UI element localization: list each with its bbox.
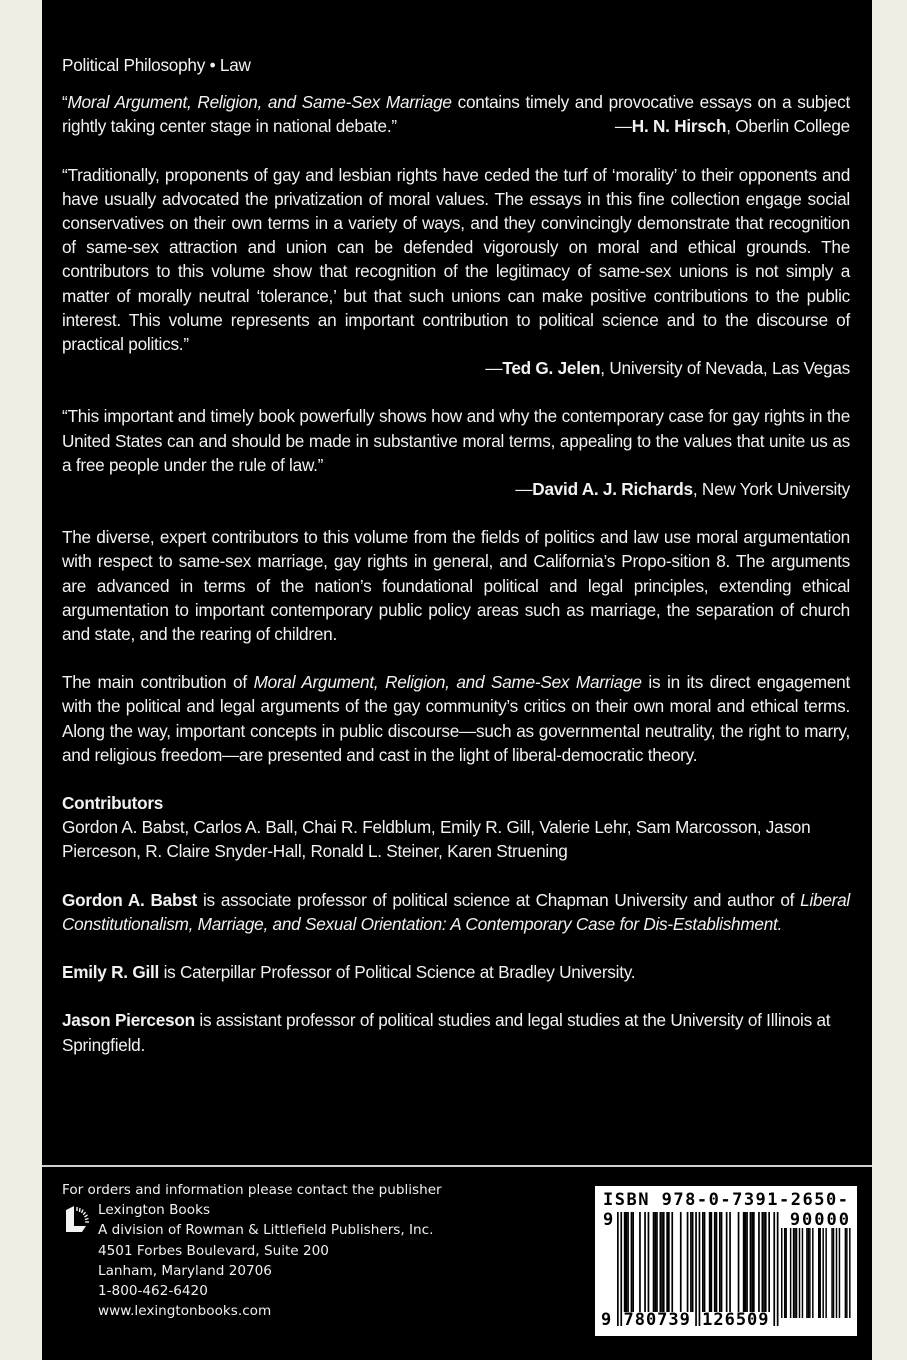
website-link[interactable]: www.lexingtonbooks.com xyxy=(98,1303,272,1320)
addon-bar xyxy=(796,1228,797,1318)
addon-bar xyxy=(845,1228,846,1318)
book-title: Moral Argument, Religion, and Same-Sex Marriage xyxy=(253,672,642,693)
addon-bar xyxy=(833,1228,834,1318)
addon-bar xyxy=(784,1228,785,1318)
addon-bar xyxy=(831,1228,832,1318)
blurb-hirsch: “Moral Argument, Religion, and Same-Sex Marriage contains timely and provocative essays on a subject rightly taking center stage in national debate.” —H. N. Hirsch, Oberlin College xyxy=(62,90,850,138)
blurb-richards xyxy=(62,404,850,501)
price-addon: 90000 xyxy=(789,1210,851,1230)
publisher-name: Lexington Books xyxy=(98,1202,211,1219)
bio-babst: Gordon A. Babst is associate professor of political science at Chapman University and author of Liberal Constitutionalism, Marriage, and Sexual Orientation: A Contemporary Case for Dis-Establishment. xyxy=(62,889,851,934)
blurb-attribution: —Ted G. Jelen, University of Nevada, Las Vegas xyxy=(485,358,850,379)
cover-text xyxy=(62,53,850,1081)
ean-digits: 9 780739 126509 xyxy=(601,1310,770,1330)
back-cover xyxy=(42,0,872,1360)
blurb-text: “This important and timely book powerfully shows how and why the contemporary case for gay rights in the United States can and should be made in substantive moral terms, appealing to the values that unite us as a free people under the rule of law.” xyxy=(62,406,850,475)
address-line-2: Lanham, Maryland 20706 xyxy=(98,1262,272,1279)
divider xyxy=(42,1165,872,1167)
blurb-author: Ted G. Jelen xyxy=(502,358,601,379)
blurb-author: David A. J. Richards xyxy=(532,479,693,500)
addon-bar xyxy=(794,1228,795,1318)
addon-bar xyxy=(808,1228,809,1318)
addon-bar xyxy=(825,1228,826,1318)
description-2: The main contribution of Moral Argument, Religion, and Same-Sex Marriage is in its direct engagement with the political and legal arguments of the gay community’s critics on their own moral and ethical terms. Along the way, important concepts in public discourse—such as governmental neutrality, the right to marry, and religious freedom—are presented and cast in the light of liberal-democratic theory. xyxy=(62,672,850,765)
bio-gill: Emily R. Gill is Caterpillar Professor of Political Science at Bradley University. xyxy=(62,962,636,983)
addon-bar xyxy=(839,1228,840,1318)
address-line-1: 4501 Forbes Boulevard, Suite 200 xyxy=(98,1242,329,1259)
isbn-barcode xyxy=(595,1186,857,1336)
contributors-heading: Contributors xyxy=(62,793,164,814)
contributors-list: Gordon A. Babst, Carlos A. Ball, Chai R. Feldblum, Emily R. Gill, Valerie Lehr, Sam Marcosson, Jason Pierceson, R. Claire Snyder-Hall, Ronald L. Steiner, Karen Struening xyxy=(62,817,811,862)
contact-line: For orders and information please contact the publisher xyxy=(62,1182,442,1198)
addon-bar xyxy=(806,1228,807,1318)
lexington-logo-icon xyxy=(64,1204,92,1234)
addon-bar xyxy=(846,1228,847,1318)
blurb-text: “Traditionally, proponents of gay and lesbian rights have ceded the turf of ‘morality’ to their opponents and have usually advocated the privatization of moral values. The essays in this fine collection engage social conservatives on their own terms in a variety of ways, and they convincingly demonstrate that recognition of same-sex attraction and union can be defended vigorously on moral and ethical grounds. The contributors to this volume show that recognition of the legitimacy of same-sex unions is not simply a matter of morally neutral ‘tolerance,’ but that such unions can make positive contributions to the public interest. This volume represents an important contribution to political science and to the discourse of practical politics.” xyxy=(62,164,850,355)
addon-bar xyxy=(836,1228,837,1318)
book-title: Moral Argument, Religion, and Same-Sex Marriage xyxy=(67,92,452,113)
addon-bar xyxy=(802,1228,803,1318)
category-label: Political Philosophy • Law xyxy=(62,55,251,75)
phone-number: 1-800-462-6420 xyxy=(98,1283,208,1300)
blurb-attribution: —David A. J. Richards, New York University xyxy=(515,479,850,500)
blurb-attribution: —H. N. Hirsch, Oberlin College xyxy=(614,116,850,137)
contributors xyxy=(62,791,850,864)
publisher-info xyxy=(62,1180,442,1321)
addon-bar xyxy=(812,1228,813,1318)
addon-bar xyxy=(818,1228,819,1318)
addon-bar xyxy=(781,1228,782,1318)
bio-pierceson: Jason Pierceson is assistant professor of political studies and legal studies at the University of Illinois at Springfield. xyxy=(62,1010,831,1055)
description-1: The diverse, expert contributors to this volume from the fields of politics and law use moral argumentation with respect to same-sex marriage, gay rights in general, and California’s Propo-sition 8. The arguments are advanced in terms of the nation’s foundational political and legal principles, extending ethical argumentation to important contemporary public policy areas such as marriage, the separation of church and state, and the rearing of children. xyxy=(62,527,850,645)
addon-bar xyxy=(793,1228,794,1318)
addon-bar xyxy=(785,1228,786,1318)
blurb-author: H. N. Hirsch xyxy=(631,116,727,137)
publisher-division: A division of Rowman & Littlefield Publishers, Inc. xyxy=(98,1222,434,1239)
addon-bar xyxy=(809,1228,810,1318)
addon-bar xyxy=(849,1228,850,1318)
addon-bar xyxy=(822,1228,823,1318)
addon-bar xyxy=(799,1228,800,1318)
addon-bar xyxy=(790,1228,791,1318)
isbn-label: ISBN 978-0-7391-2650-9 xyxy=(603,1190,850,1230)
blurb-jelen xyxy=(62,163,850,381)
addon-bar xyxy=(819,1228,820,1318)
